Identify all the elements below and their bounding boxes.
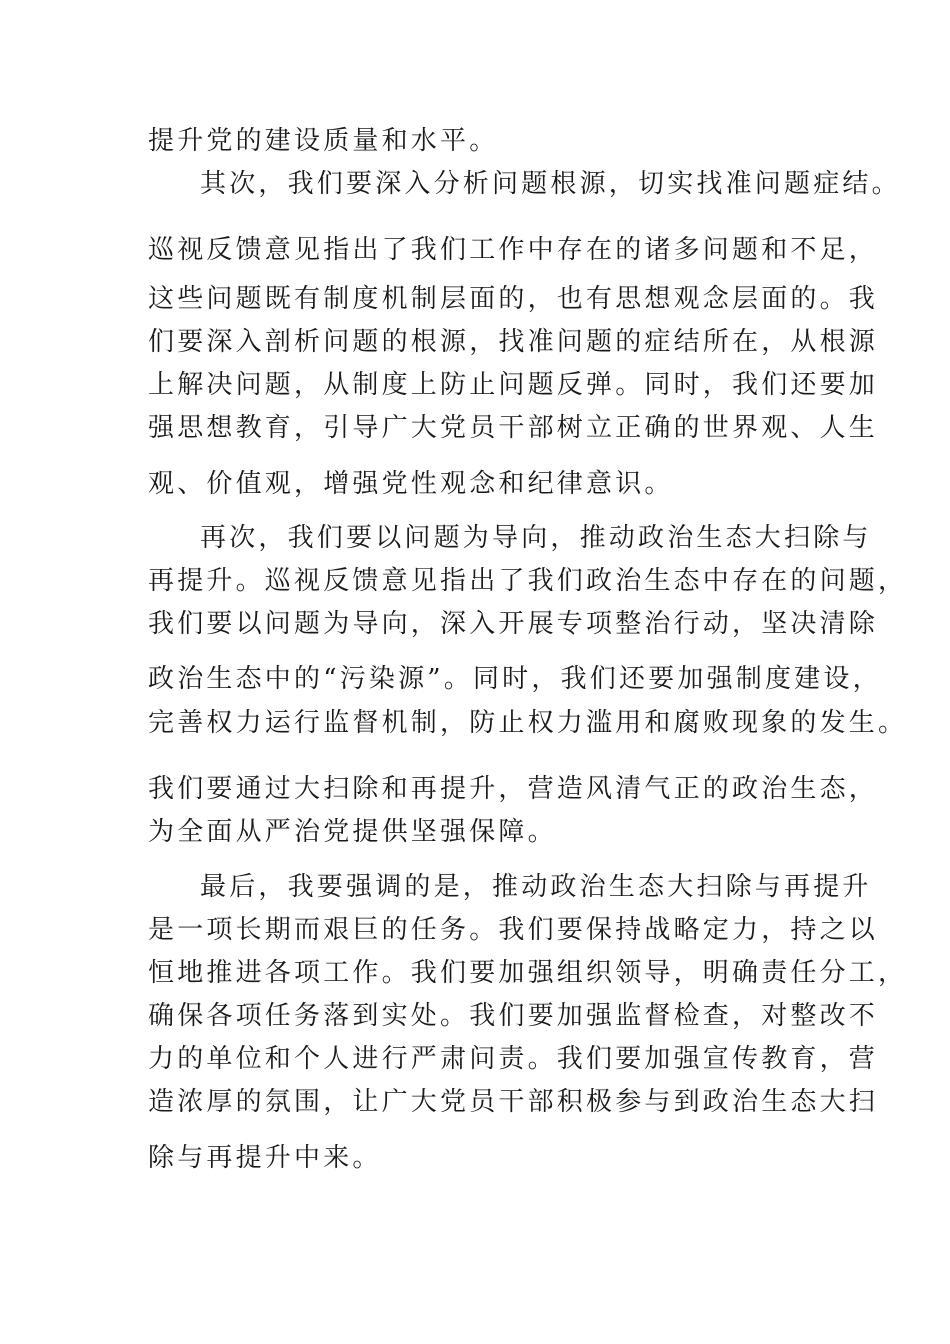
text-line: 恒地推进各项工作。我们要加强组织领导，明确责任分工， bbox=[148, 958, 908, 988]
text-line: 观、价值观，增强党性观念和纪律意识。 bbox=[148, 469, 674, 499]
text-line: 是一项长期而艰巨的任务。我们要保持战略定力，持之以 bbox=[148, 915, 879, 945]
text-line: 力的单位和个人进行严肃问责。我们要加强宣传教育，营 bbox=[148, 1044, 879, 1074]
text-line: 提升党的建设质量和水平。 bbox=[148, 126, 499, 156]
paragraph-start-line: 最后，我要强调的是，推动政治生态大扫除与再提升 bbox=[200, 872, 872, 902]
text-line: 除与再提升中来。 bbox=[148, 1143, 382, 1173]
text-line: 们要深入剖析问题的根源，找准问题的症结所在，从根源 bbox=[148, 327, 879, 357]
text-line: 再提升。巡视反馈意见指出了我们政治生态中存在的问题， bbox=[148, 566, 908, 596]
text-line: 造浓厚的氛围，让广大党员干部积极参与到政治生态大扫 bbox=[148, 1087, 879, 1117]
text-line: 我们要以问题为导向，深入开展专项整治行动，坚决清除 bbox=[148, 609, 879, 639]
text-line: 强思想教育，引导广大党员干部树立正确的世界观、人生 bbox=[148, 413, 879, 443]
text-line: 这些问题既有制度机制层面的，也有思想观念层面的。我 bbox=[148, 284, 879, 314]
paragraph-start-line: 再次，我们要以问题为导向，推动政治生态大扫除与 bbox=[200, 523, 872, 553]
text-line: 完善权力运行监督机制，防止权力滥用和腐败现象的发生。 bbox=[148, 708, 908, 738]
text-line: 上解决问题，从制度上防止问题反弹。同时，我们还要加 bbox=[148, 370, 879, 400]
text-line: 我们要通过大扫除和再提升，营造风清气正的政治生态， bbox=[148, 774, 879, 804]
text-line: 巡视反馈意见指出了我们工作中存在的诸多问题和不足， bbox=[148, 235, 879, 265]
paragraph-start-line: 其次，我们要深入分析问题根源，切实找准问题症结。 bbox=[200, 169, 901, 199]
text-line: 政治生态中的“污染源”。同时，我们还要加强制度建设， bbox=[148, 664, 882, 694]
text-line: 为全面从严治党提供坚强保障。 bbox=[148, 817, 557, 847]
text-line: 确保各项任务落到实处。我们要加强监督检查，对整改不 bbox=[148, 1001, 879, 1031]
